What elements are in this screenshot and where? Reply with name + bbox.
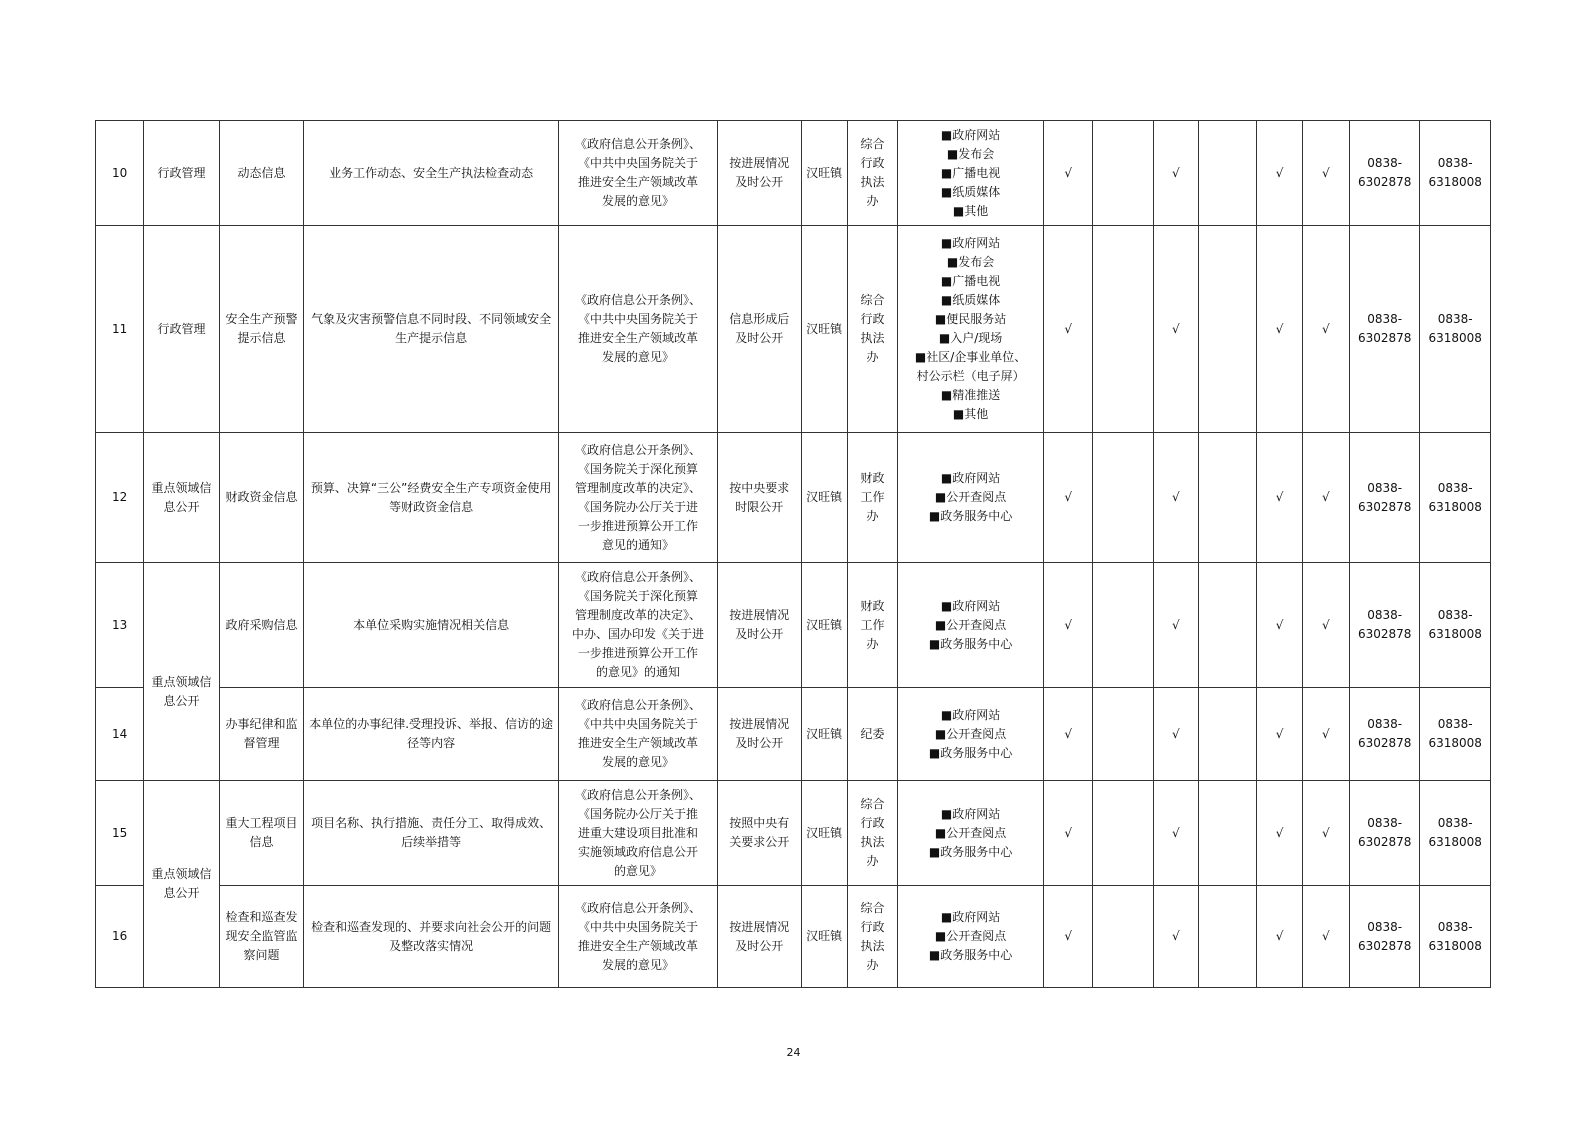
cell-line: 办 (866, 194, 879, 208)
cell-line: 及时公开 (735, 938, 784, 953)
mark-cell (1199, 781, 1257, 886)
content-cell: 气象及灾害预警信息不同时段、不同领域安全生产提示信息 (304, 226, 559, 433)
row-number: 14 (96, 688, 144, 781)
mark-cell: √ (1302, 781, 1349, 886)
cell-line: 纪委 (860, 726, 885, 741)
cell-line: ■政务服务中心 (928, 745, 1013, 760)
town-cell: 汉旺镇 (801, 886, 847, 988)
mark-cell (1093, 226, 1153, 433)
cell-line: 的意见》 (613, 863, 662, 878)
cell-line: 《中共中央国务院关于 (577, 717, 698, 731)
mark-cell: √ (1257, 886, 1302, 988)
cell-line: 执法 (860, 175, 885, 189)
mark-cell: √ (1153, 121, 1198, 226)
mark-cell: √ (1044, 781, 1093, 886)
cell-line: 0838- (1437, 156, 1473, 170)
cell-line: 《中共中央国务院关于 (577, 919, 698, 934)
mark-cell: √ (1153, 226, 1198, 433)
cell-line: 《政府信息公开条例》、 (574, 293, 701, 307)
cell-line: ■政府网站 (940, 127, 1001, 142)
cell-line: 及时公开 (735, 175, 784, 189)
cell-line: 综合 (860, 900, 885, 915)
cell-line: 综合 (860, 797, 885, 811)
cell-line: 6318008 (1428, 938, 1482, 953)
phone-cell (1349, 886, 1419, 988)
town-cell: 汉旺镇 (801, 226, 847, 433)
cell-line: 执法 (860, 938, 885, 953)
cell-line: 《国务院办公厅关于推 (577, 806, 698, 821)
row-number: 16 (96, 886, 144, 988)
cell-line: 6302878 (1357, 736, 1412, 750)
mark-cell: √ (1153, 781, 1198, 886)
content-cell: 项目名称、执行措施、责任分工、取得成效、后续举措等 (304, 781, 559, 886)
timing-cell (717, 688, 801, 781)
cell-line: 按进展情况 (729, 717, 790, 731)
item-cell: 办事纪律和监督管理 (219, 688, 304, 781)
phone-cell (1349, 433, 1419, 563)
cell-line: 信息形成后 (729, 312, 790, 326)
cell-line: 办 (866, 854, 879, 868)
cell-line: ■广播电视 (940, 165, 1001, 180)
cell-line: 0838- (1437, 608, 1473, 622)
cell-line: 发展的意见》 (601, 350, 674, 364)
content-cell: 预算、决算“三公”经费安全生产专项资金使用等财政资金信息 (304, 433, 559, 563)
cell-line: 推进安全生产领域改革 (577, 736, 698, 750)
cell-line: ■公开查阅点 (934, 490, 1007, 504)
mark-cell: √ (1153, 563, 1198, 688)
content-cell: 业务工作动态、安全生产执法检查动态 (304, 121, 559, 226)
phone-cell (1420, 121, 1491, 226)
table-row (96, 688, 1491, 781)
table-row (96, 121, 1491, 226)
cell-line: 及时公开 (735, 331, 784, 345)
content-cell: 本单位采购实施情况相关信息 (304, 563, 559, 688)
timing-cell (717, 563, 801, 688)
cell-line: 0838- (1367, 312, 1403, 326)
timing-cell (717, 121, 801, 226)
table-row (96, 226, 1491, 433)
cell-line: 综合 (860, 293, 885, 307)
mark-cell: √ (1302, 886, 1349, 988)
cell-line: ■精准推送 (940, 388, 1001, 402)
mark-cell: √ (1257, 563, 1302, 688)
cell-line: 按照中央有 (729, 816, 790, 830)
cell-line: 0838- (1367, 919, 1403, 934)
cell-line: 及时公开 (735, 627, 784, 641)
cell-line: 财政 (860, 598, 885, 613)
cell-line: ■其他 (952, 203, 989, 218)
dept-cell (847, 121, 897, 226)
item-cell: 政府采购信息 (219, 563, 304, 688)
cell-line: 6318008 (1428, 331, 1482, 345)
cell-line: 财政 (860, 471, 885, 485)
mark-cell: √ (1302, 688, 1349, 781)
row-number: 11 (96, 226, 144, 433)
phone-cell (1349, 688, 1419, 781)
cell-line: 6302878 (1357, 835, 1412, 849)
cell-line: 6302878 (1357, 331, 1412, 345)
dept-cell (847, 781, 897, 886)
cell-line: 0838- (1367, 480, 1403, 495)
phone-cell (1420, 781, 1491, 886)
cell-line: 行政 (860, 919, 885, 934)
cell-line: ■公开查阅点 (934, 617, 1007, 632)
cell-line: 按进展情况 (729, 156, 790, 170)
phone-cell (1349, 226, 1419, 433)
cell-line: 0838- (1437, 717, 1473, 731)
mark-cell: √ (1257, 226, 1302, 433)
mark-cell: √ (1153, 688, 1198, 781)
mark-cell (1093, 886, 1153, 988)
cell-line: ■政务服务中心 (928, 844, 1013, 859)
cell-line: 《国务院办公厅关于进 (577, 499, 698, 514)
cell-line: 发展的意见》 (601, 755, 674, 769)
category-cell: 行政管理 (144, 121, 219, 226)
mark-cell (1093, 563, 1153, 688)
cell-line: ■政务服务中心 (928, 948, 1013, 962)
cell-line: 综合 (860, 137, 885, 151)
basis-cell (558, 781, 717, 886)
cell-line: ■公开查阅点 (934, 825, 1007, 840)
cell-line: 村公示栏（电子屏） (916, 369, 1025, 383)
cell-line: ■公开查阅点 (934, 929, 1007, 943)
cell-line: 管理制度改革的决定》、 (574, 608, 701, 622)
cell-line: 管理制度改革的决定》、 (574, 480, 701, 495)
cell-line: 推进安全生产领域改革 (577, 331, 698, 345)
cell-line: 6318008 (1428, 175, 1482, 189)
cell-line: 6302878 (1357, 938, 1412, 953)
page-number: 24 (786, 1046, 801, 1059)
cell-line: ■政府网站 (940, 598, 1001, 613)
timing-cell (717, 781, 801, 886)
cell-line: 《国务院关于深化预算 (577, 461, 698, 476)
category-cell: 重点领域信息公开 (144, 563, 219, 781)
cell-line: ■政府网站 (940, 236, 1001, 250)
cell-line: ■入户/现场 (938, 331, 1003, 345)
channels-cell (898, 563, 1044, 688)
cell-line: 时限公开 (735, 499, 784, 514)
cell-line: ■便民服务站 (934, 312, 1007, 326)
cell-line: ■政府网站 (940, 806, 1001, 821)
mark-cell (1093, 121, 1153, 226)
category-cell: 重点领域信息公开 (144, 781, 219, 988)
cell-line: 按进展情况 (729, 608, 790, 622)
item-cell: 检查和巡查发现安全监管监察问题 (219, 886, 304, 988)
mark-cell (1093, 688, 1153, 781)
content-cell: 检查和巡查发现的、并要求向社会公开的问题及整改落实情况 (304, 886, 559, 988)
phone-cell (1420, 886, 1491, 988)
cell-line: 《政府信息公开条例》、 (574, 570, 701, 584)
cell-line: 0838- (1367, 608, 1403, 622)
cell-line: 关要求公开 (729, 835, 790, 849)
town-cell: 汉旺镇 (801, 563, 847, 688)
cell-line: 及时公开 (735, 736, 784, 750)
cell-line: 《政府信息公开条例》、 (574, 137, 701, 151)
mark-cell (1199, 433, 1257, 563)
mark-cell: √ (1302, 121, 1349, 226)
cell-line: 行政 (860, 816, 885, 830)
cell-line: 《政府信息公开条例》、 (574, 698, 701, 712)
phone-cell (1420, 688, 1491, 781)
cell-line: ■发布会 (946, 146, 995, 161)
town-cell: 汉旺镇 (801, 688, 847, 781)
table-row (96, 433, 1491, 563)
mark-cell (1199, 886, 1257, 988)
cell-line: 0838- (1437, 312, 1473, 326)
cell-line: 《政府信息公开条例》、 (574, 442, 701, 457)
dept-cell (847, 563, 897, 688)
phone-cell (1349, 121, 1419, 226)
item-cell: 重大工程项目信息 (219, 781, 304, 886)
cell-line: 执法 (860, 835, 885, 849)
cell-line: 办 (866, 350, 879, 364)
cell-line: 一步推进预算公开工作 (577, 518, 698, 533)
mark-cell: √ (1302, 563, 1349, 688)
cell-line: 6318008 (1428, 835, 1482, 849)
cell-line: ■其他 (952, 407, 989, 421)
cell-line: 《政府信息公开条例》、 (574, 900, 701, 915)
cell-line: 《中共中央国务院关于 (577, 156, 698, 170)
basis-cell (558, 433, 717, 563)
mark-cell: √ (1044, 433, 1093, 563)
timing-cell (717, 226, 801, 433)
category-cell: 行政管理 (144, 226, 219, 433)
town-cell: 汉旺镇 (801, 433, 847, 563)
cell-line: 工作 (860, 617, 885, 632)
mark-cell: √ (1257, 433, 1302, 563)
channels-cell (898, 226, 1044, 433)
channels-cell (898, 886, 1044, 988)
cell-line: 按进展情况 (729, 919, 790, 934)
cell-line: 0838- (1437, 919, 1473, 934)
timing-cell (717, 433, 801, 563)
basis-cell (558, 563, 717, 688)
mark-cell (1093, 781, 1153, 886)
phone-cell (1349, 563, 1419, 688)
dept-cell (847, 433, 897, 563)
item-cell: 动态信息 (219, 121, 304, 226)
mark-cell (1093, 433, 1153, 563)
channels-cell (898, 121, 1044, 226)
cell-line: ■纸质媒体 (940, 184, 1001, 199)
cell-line: 6302878 (1357, 499, 1412, 514)
town-cell: 汉旺镇 (801, 121, 847, 226)
channels-cell (898, 781, 1044, 886)
table-row (96, 886, 1491, 988)
mark-cell: √ (1153, 886, 1198, 988)
cell-line: 行政 (860, 156, 885, 170)
table-row (96, 563, 1491, 688)
row-number: 12 (96, 433, 144, 563)
basis-cell (558, 121, 717, 226)
cell-line: 0838- (1367, 816, 1403, 830)
cell-line: 推进安全生产领域改革 (577, 938, 698, 953)
mark-cell: √ (1044, 563, 1093, 688)
table-row (96, 781, 1491, 886)
cell-line: 中办、国办印发《关于进 (571, 627, 704, 641)
cell-line: 按中央要求 (729, 480, 790, 495)
phone-cell (1420, 226, 1491, 433)
mark-cell: √ (1257, 781, 1302, 886)
cell-line: ■纸质媒体 (940, 293, 1001, 307)
cell-line: 实施领域政府信息公开 (577, 844, 698, 859)
channels-cell (898, 433, 1044, 563)
mark-cell (1199, 563, 1257, 688)
mark-cell: √ (1302, 226, 1349, 433)
timing-cell (717, 886, 801, 988)
cell-line: 执法 (860, 331, 885, 345)
cell-line: 《中共中央国务院关于 (577, 312, 698, 326)
basis-cell (558, 226, 717, 433)
cell-line: 6318008 (1428, 736, 1482, 750)
mark-cell (1199, 688, 1257, 781)
cell-line: 发展的意见》 (601, 957, 674, 972)
mark-cell: √ (1153, 433, 1198, 563)
mark-cell: √ (1302, 433, 1349, 563)
cell-line: 的意见》的通知 (595, 665, 680, 679)
row-number: 10 (96, 121, 144, 226)
cell-line: ■广播电视 (940, 274, 1001, 288)
cell-line: 0838- (1367, 717, 1403, 731)
mark-cell: √ (1044, 688, 1093, 781)
mark-cell: √ (1257, 688, 1302, 781)
basis-cell (558, 886, 717, 988)
cell-line: 办 (866, 509, 879, 523)
cell-line: 行政 (860, 312, 885, 326)
mark-cell: √ (1044, 226, 1093, 433)
disclosure-table (95, 120, 1491, 988)
mark-cell (1199, 121, 1257, 226)
cell-line: 《国务院关于深化预算 (577, 589, 698, 603)
cell-line: ■政务服务中心 (928, 636, 1013, 651)
cell-line: ■政府网站 (940, 471, 1001, 485)
cell-line: ■社区/企事业单位、 (914, 350, 1027, 364)
cell-line: 6302878 (1357, 627, 1412, 641)
dept-cell (847, 886, 897, 988)
cell-line: 6318008 (1428, 627, 1482, 641)
phone-cell (1349, 781, 1419, 886)
cell-line: 《政府信息公开条例》、 (574, 787, 701, 802)
town-cell: 汉旺镇 (801, 781, 847, 886)
cell-line: 0838- (1437, 480, 1473, 495)
cell-line: 一步推进预算公开工作 (577, 646, 698, 660)
cell-line: 0838- (1367, 156, 1403, 170)
phone-cell (1420, 433, 1491, 563)
item-cell: 安全生产预警提示信息 (219, 226, 304, 433)
cell-line: 推进安全生产领域改革 (577, 175, 698, 189)
cell-line: 进重大建设项目批准和 (577, 825, 698, 840)
basis-cell (558, 688, 717, 781)
item-cell: 财政资金信息 (219, 433, 304, 563)
mark-cell: √ (1044, 886, 1093, 988)
dept-cell (847, 688, 897, 781)
cell-line: 6318008 (1428, 499, 1482, 514)
cell-line: ■发布会 (946, 255, 995, 269)
cell-line: ■政务服务中心 (928, 509, 1013, 523)
cell-line: 意见的通知》 (601, 537, 674, 552)
cell-line: ■政府网站 (940, 707, 1001, 722)
cell-line: 6302878 (1357, 175, 1412, 189)
mark-cell: √ (1044, 121, 1093, 226)
channels-cell (898, 688, 1044, 781)
row-number: 15 (96, 781, 144, 886)
mark-cell: √ (1257, 121, 1302, 226)
cell-line: 0838- (1437, 816, 1473, 830)
row-number: 13 (96, 563, 144, 688)
cell-line: ■公开查阅点 (934, 726, 1007, 741)
dept-cell (847, 226, 897, 433)
cell-line: 工作 (860, 490, 885, 504)
cell-line: ■政府网站 (940, 910, 1001, 924)
cell-line: 发展的意见》 (601, 194, 674, 208)
phone-cell (1420, 563, 1491, 688)
content-cell: 本单位的办事纪律.受理投诉、举报、信访的途径等内容 (304, 688, 559, 781)
mark-cell (1199, 226, 1257, 433)
category-cell: 重点领域信息公开 (144, 433, 219, 563)
cell-line: 办 (866, 636, 879, 651)
cell-line: 办 (866, 957, 879, 972)
